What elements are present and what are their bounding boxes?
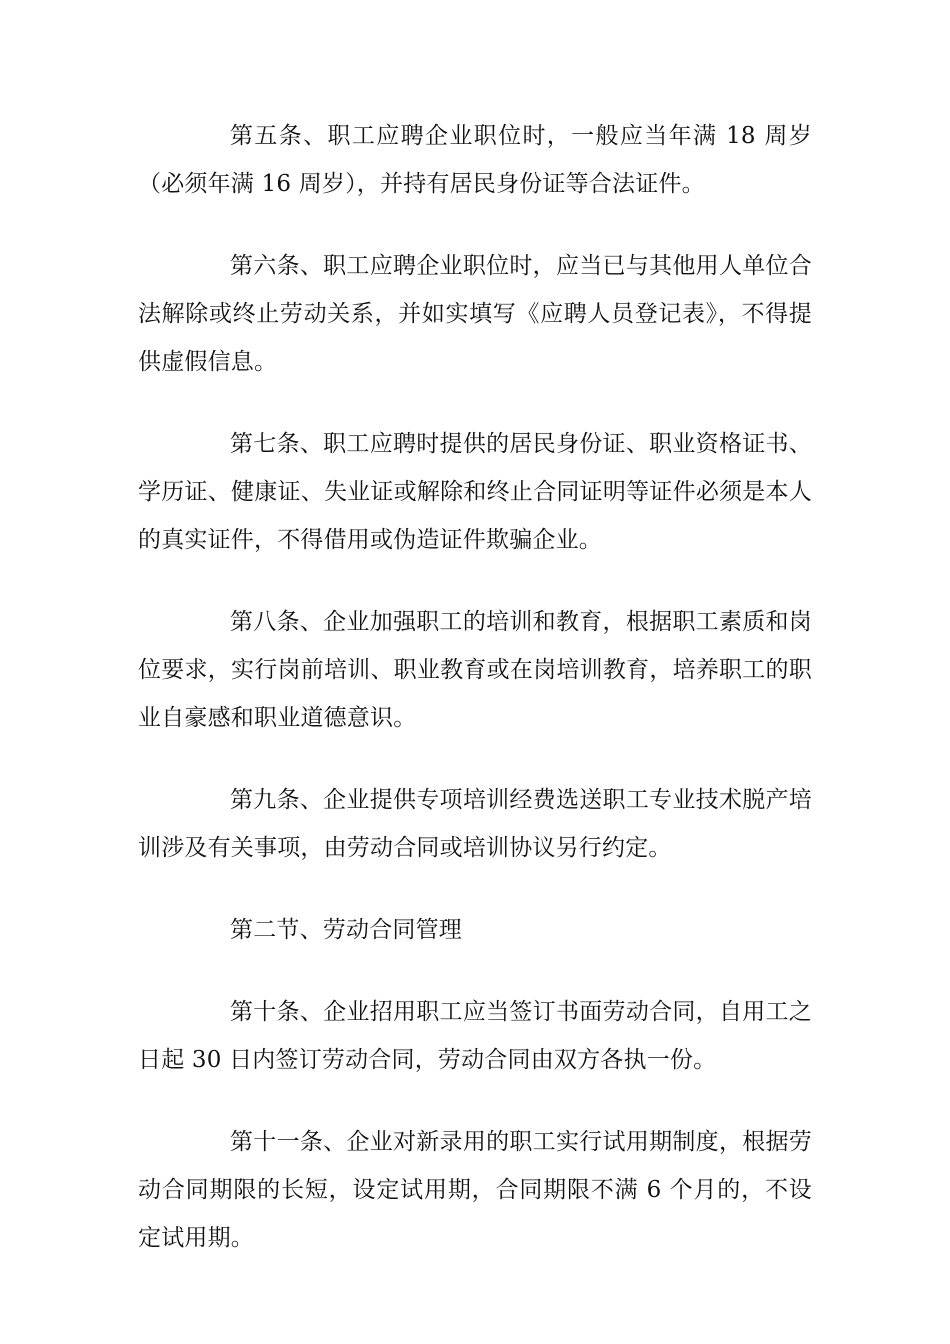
article-7-paragraph: 第七条、职工应聘时提供的居民身份证、职业资格证书、学历证、健康证、失业证或解除和终止合同证明等证件必须是本人的真实证件，不得借用或伪造证件欺骗企业。 (138, 431, 812, 553)
article-5-paragraph: 第五条、职工应聘企业职位时，一般应当年满 18 周岁（必须年满 16 周岁），并持有居民身份证等合法证件。 (138, 123, 812, 197)
article-8-paragraph: 第八条、企业加强职工的培训和教育，根据职工素质和岗位要求，实行岗前培训、职业教育或在岗培训教育，培养职工的职业自豪感和职业道德意识。 (138, 609, 812, 731)
article-6-paragraph: 第六条、职工应聘企业职位时，应当已与其他用人单位合法解除或终止劳动关系，并如实填写《应聘人员登记表》，不得提供虚假信息。 (138, 253, 812, 375)
article-10-paragraph: 第十条、企业招用职工应当签订书面劳动合同，自用工之日起 30 日内签订劳动合同，劳动合同由双方各执一份。 (138, 999, 812, 1073)
document-body (138, 112, 812, 1296)
section-heading: 第二节、劳动合同管理 (230, 917, 462, 943)
article-11-paragraph: 第十一条、企业对新录用的职工实行试用期制度，根据劳动合同期限的长短，设定试用期，合同期限不满 6 个月的，不设定试用期。 (138, 1129, 812, 1251)
article-9-paragraph: 第九条、企业提供专项培训经费选送职工专业技术脱产培训涉及有关事项，由劳动合同或培训协议另行约定。 (138, 787, 812, 861)
